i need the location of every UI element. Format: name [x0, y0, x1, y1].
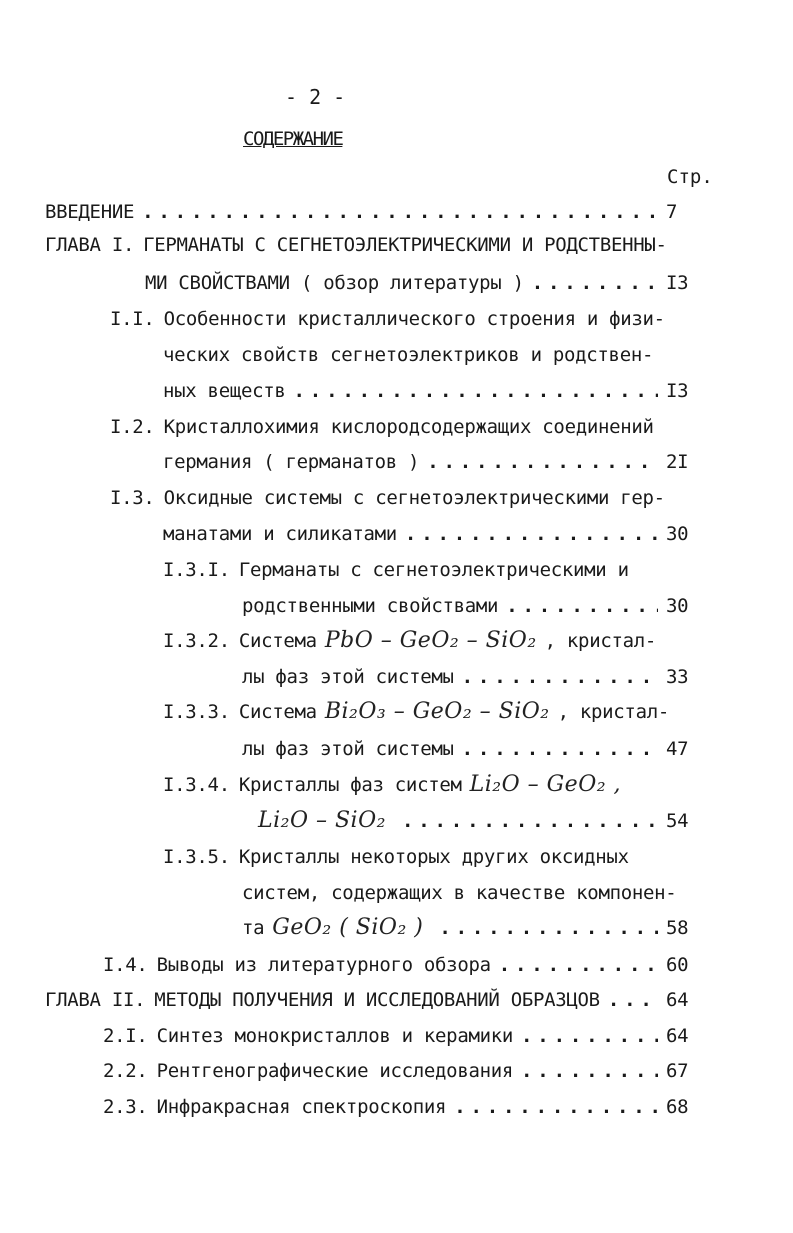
leader-dots: [439, 915, 658, 941]
entry-page: 68: [666, 1096, 689, 1118]
entry-page: 60: [666, 954, 689, 976]
entry-number: I.3.I.: [163, 559, 230, 581]
entry-number: I.3.5.: [163, 846, 230, 868]
entry-number: 2.3.: [103, 1096, 148, 1118]
toc-entry: [163, 628, 656, 654]
entry-title: та: [242, 917, 265, 939]
leader-dots: [454, 1094, 658, 1120]
leader-dots: [427, 449, 658, 475]
entry-page: 7: [666, 201, 678, 223]
leader-dots: [499, 952, 658, 978]
leader-dots: [506, 593, 658, 619]
entry-title: Германаты с сегнетоэлектрическими и: [238, 559, 629, 581]
toc-entry: [45, 987, 690, 1013]
toc-entry: [45, 232, 667, 258]
entry-formula: Li₂O – SiO₂: [258, 808, 386, 833]
leader-dots: [142, 199, 658, 225]
toc-entry: [103, 1058, 690, 1084]
entry-title: Особенности кристаллического строения и физи-: [163, 308, 665, 330]
leader-dots: [608, 987, 658, 1013]
leader-dots: [462, 736, 658, 762]
page-column-label: Стр.: [667, 166, 713, 188]
toc-entry: [242, 736, 690, 762]
entry-page: 2I: [666, 451, 689, 473]
entry-title: Выводы из литературного обзора: [156, 954, 491, 976]
toc-entry: [145, 270, 690, 296]
entry-title: Кристаллы фаз систем: [238, 774, 462, 796]
leader-dots: [294, 378, 658, 404]
entry-page: 30: [666, 523, 689, 545]
toc-title: СОДЕРЖАНИЕ: [243, 128, 343, 150]
entry-number: ГЛАВА I.: [45, 234, 135, 256]
toc-entry: [163, 521, 690, 547]
entry-page: 64: [666, 989, 689, 1011]
entry-title: лы фаз этой системы: [242, 738, 454, 760]
toc-entry: [242, 915, 690, 941]
leader-dots: [402, 808, 658, 834]
entry-title: ческих свойств сегнетоэлектриков и родствен-: [163, 344, 654, 366]
toc-entry: [242, 880, 676, 906]
entry-page: 47: [666, 738, 689, 760]
entry-page: 64: [666, 1025, 689, 1047]
leader-dots: [405, 521, 658, 547]
entry-number: I.I.: [110, 308, 155, 330]
entry-title: ных веществ: [163, 380, 286, 402]
entry-number: I.3.4.: [163, 774, 230, 796]
toc-entry: [250, 808, 690, 834]
entry-formula: Li₂O – GeO₂ ,: [469, 772, 622, 797]
toc-entry: [163, 449, 690, 475]
toc-entry: [163, 844, 629, 870]
entry-title: ГЕРМАНАТЫ С СЕГНЕТОЭЛЕКТРИЧЕСКИМИ И РОДСТВЕННЫ-: [143, 234, 667, 256]
entry-title: Синтез монокристаллов и керамики: [156, 1025, 514, 1047]
page-number: - 2 -: [285, 85, 346, 109]
entry-number: I.3.3.: [163, 701, 230, 723]
entry-page: 33: [666, 666, 689, 688]
toc-entry: [103, 952, 690, 978]
entry-number: ГЛАВА II.: [45, 989, 146, 1011]
entry-title: родственными свойствами: [242, 595, 499, 617]
entry-title: Система: [238, 701, 317, 723]
entry-formula: PbO – GeO₂ – SiO₂: [324, 628, 537, 653]
leader-dots: [521, 1058, 658, 1084]
leader-dots: [521, 1023, 658, 1049]
entry-formula: GeO₂ ( SiO₂ ): [272, 915, 424, 940]
toc-entry: [110, 414, 654, 440]
entry-title: Кристаллохимия кислородсодержащих соединений: [163, 416, 654, 438]
entry-title: Рентгенографические исследования: [156, 1060, 514, 1082]
entry-title: систем, содержащих в качестве компонен-: [242, 882, 677, 904]
entry-title: Инфракрасная спектроскопия: [156, 1096, 447, 1118]
entry-page: 58: [666, 917, 689, 939]
entry-page: I3: [666, 272, 689, 294]
entry-number: I.3.: [110, 487, 155, 509]
entry-title: манатами и силикатами: [163, 523, 397, 545]
entry-number: I.3.2.: [163, 630, 230, 652]
toc-entry: [45, 199, 690, 225]
entry-page: I3: [666, 380, 689, 402]
entry-number: 2.I.: [103, 1025, 148, 1047]
entry-title: германия ( германатов ): [163, 451, 420, 473]
entry-number: 2.2.: [103, 1060, 148, 1082]
entry-title: МЕТОДЫ ПОЛУЧЕНИЯ И ИССЛЕДОВАНИЙ ОБРАЗЦОВ: [154, 989, 600, 1011]
toc-entry: [163, 699, 669, 725]
toc-entry: [110, 306, 665, 332]
toc-entry: [110, 485, 665, 511]
toc-entry: [103, 1094, 690, 1120]
toc-entry: [242, 664, 690, 690]
toc-entry: [163, 342, 653, 368]
entry-title: лы фаз этой системы: [242, 666, 454, 688]
entry-title: Оксидные системы с сегнетоэлектрическими гер-: [163, 487, 665, 509]
entry-title-continued: , кристал-: [557, 701, 669, 723]
toc-entry: [163, 772, 629, 798]
entry-number: I.2.: [110, 416, 155, 438]
entry-title: ВВЕДЕНИЕ: [45, 201, 135, 223]
toc-entry: [163, 378, 690, 404]
entry-title: Кристаллы некоторых других оксидных: [238, 846, 629, 868]
entry-number: I.4.: [103, 954, 148, 976]
entry-page: 54: [666, 810, 689, 832]
toc-entry: [103, 1023, 690, 1049]
entry-title: Система: [238, 630, 317, 652]
toc-entry: [242, 593, 690, 619]
toc-entry: [163, 557, 629, 583]
entry-title: МИ СВОЙСТВАМИ ( обзор литературы ): [145, 272, 524, 294]
leader-dots: [462, 664, 658, 690]
leader-dots: [532, 270, 658, 296]
entry-title-continued: , кристал-: [544, 630, 657, 652]
entry-page: 30: [666, 595, 689, 617]
entry-formula: Bi₂O₃ – GeO₂ – SiO₂: [324, 699, 550, 724]
entry-page: 67: [666, 1060, 689, 1082]
